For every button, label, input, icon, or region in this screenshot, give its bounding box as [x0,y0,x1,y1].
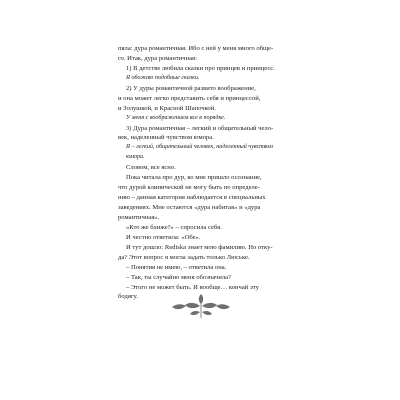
text-line: Пока читала про дур, ко мне пришло осознание, [126,174,262,182]
text-line: пяла: дура романтичная. Ибо с ней у меня много обще- [118,45,274,52]
text-line: «Кто же ближе?» – спросила себя. [126,223,222,231]
text-line: да? Этот вопрос я могла задать только Люське. [118,253,250,261]
text-line: что дурой клинической не могу быть по определе- [118,184,260,192]
text-line: Словом, все ясно. [126,164,176,172]
italic-aside-line: У меня с воображением все в порядке. [126,114,226,121]
text-line: И честно ответила: «Обе». [126,233,201,241]
text-line: го. Итак, дура романтичная: [118,54,197,62]
text-line: век, наделенный чувством юмора. [118,134,214,142]
body-text [118,44,288,302]
text-line: И тут дошло: Rediska знает мою фамилию. Но отку- [126,243,273,251]
text-line: – Этого не может быть. И вообще… кончай эту [126,283,259,291]
text-line: и она может легко представить себя и принцессой, [118,94,261,102]
text-line: 1) В детстве любила сказки про принцев и принцесс. [126,64,275,72]
text-line: – Понятия не имею, – ответила она. [126,263,227,271]
text-line: бодягу. [118,293,138,301]
italic-aside-line: юмора. [126,154,145,161]
italic-aside-line: Я – легкий, общительный человек, наделенный чувством [126,144,273,151]
text-line: и Золушкой, и Красной Шапочкой. [118,104,216,112]
text-line: 3) Дура романтичная – легкий и общительный чело- [126,124,274,132]
leaf-sprig-divider-icon [170,292,232,320]
text-line: заведениях. Мне остаются «дура набитая» и «дура [118,204,261,211]
text-line: – Так, ты случайно меня обозначила? [126,273,231,281]
text-line: 2) У дуры романтичной развито воображение, [126,84,256,92]
text-line: нию – данная категория наблюдается в специальных [118,194,266,202]
text-line: романтичная». [118,213,160,221]
italic-aside-line: Я обожаю подобные сказки. [126,74,200,81]
